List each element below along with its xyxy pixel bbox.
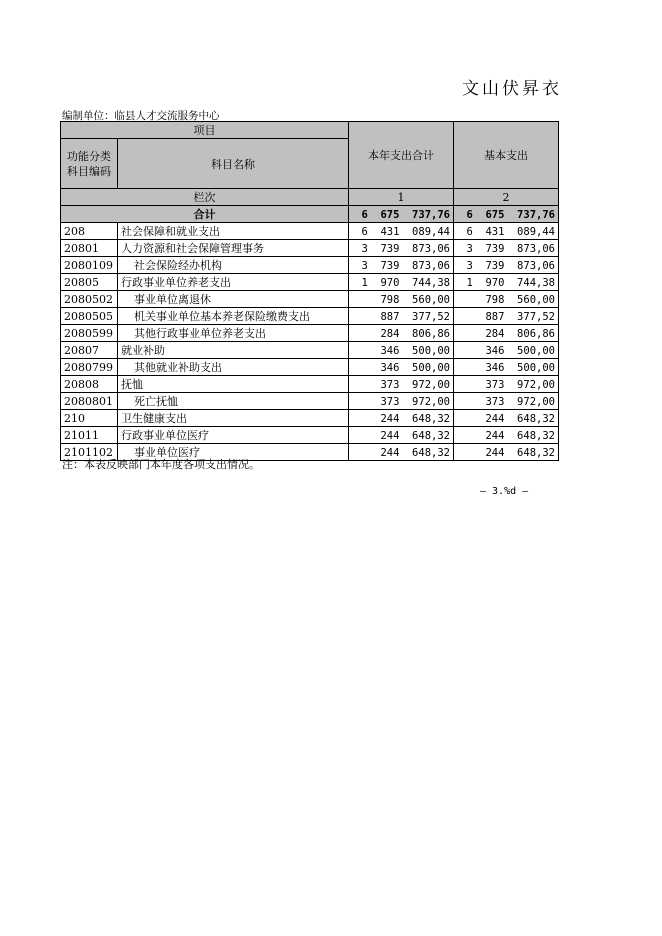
row-name: 机关事业单位基本养老保险缴费支出 [118,308,349,325]
row-basic-expense-value: 346 500,00 [485,361,555,374]
header-name: 科目名称 [118,139,349,189]
row-name: 社会保险经办机构 [118,257,349,274]
lanci-col2: 2 [454,189,559,206]
row-basic-expense-value: 244 648,32 [485,412,555,425]
row-total-expense [349,427,454,444]
row-code: 21011 [61,427,118,444]
row-name: 人力资源和社会保障管理事务 [118,240,349,257]
row-total-expense-value: 3 739 873,06 [361,242,450,255]
row-basic-expense [454,427,559,444]
row-total-expense-value: 1 970 744,38 [361,276,450,289]
row-total-expense-value: 284 806,86 [380,327,450,340]
lanci-label: 栏次 [61,189,349,206]
row-total-expense-value: 244 648,32 [380,429,450,442]
row-name: 抚恤 [118,376,349,393]
row-total-expense [349,376,454,393]
row-total-expense-value: 887 377,52 [380,310,450,323]
row-name: 其他行政事业单位养老支出 [118,325,349,342]
row-total-expense-value: 3 739 873,06 [361,259,450,272]
row-total-expense-value: 373 972,00 [380,378,450,391]
row-code: 2101102 [61,444,118,461]
row-code: 2080502 [61,291,118,308]
row-code: 2080801 [61,393,118,410]
total-col2-value: 6 675 737,76 [466,208,555,221]
table-row [61,410,559,427]
row-total-expense-value: 346 500,00 [380,361,450,374]
total-label: 合计 [61,206,349,223]
table-row [61,240,559,257]
row-total-expense [349,359,454,376]
row-basic-expense [454,274,559,291]
row-basic-expense-value: 373 972,00 [485,395,555,408]
page-number: — 3.%d — [480,486,529,497]
row-basic-expense [454,257,559,274]
row-name: 死亡抚恤 [118,393,349,410]
row-basic-expense [454,376,559,393]
row-code: 2080109 [61,257,118,274]
row-basic-expense-value: 373 972,00 [485,378,555,391]
row-basic-expense [454,325,559,342]
row-basic-expense [454,223,559,240]
table-row [61,342,559,359]
row-total-expense-value: 244 648,32 [380,412,450,425]
row-name: 行政事业单位医疗 [118,427,349,444]
row-basic-expense-value: 244 648,32 [485,446,555,459]
unit-label: 编制单位：临县人才交流服务中心 [62,110,220,122]
row-name: 卫生健康支出 [118,410,349,427]
row-total-expense [349,291,454,308]
table-row [61,223,559,240]
row-code: 2080799 [61,359,118,376]
row-total-expense-value: 798 560,00 [380,293,450,306]
row-basic-expense-value: 346 500,00 [485,344,555,357]
row-basic-expense [454,342,559,359]
row-code: 20808 [61,376,118,393]
row-code: 20805 [61,274,118,291]
row-code: 2080505 [61,308,118,325]
page-title: 文山伏昇衣 [462,79,562,99]
row-total-expense [349,410,454,427]
header-code [61,139,118,189]
row-basic-expense-value: 1 970 744,38 [466,276,555,289]
row-basic-expense-value: 887 377,52 [485,310,555,323]
table-row [61,359,559,376]
row-total-expense-value: 373 972,00 [380,395,450,408]
row-name: 社会保障和就业支出 [118,223,349,240]
table-row [61,257,559,274]
row-basic-expense [454,359,559,376]
table-row [61,308,559,325]
row-code: 208 [61,223,118,240]
table-row [61,376,559,393]
row-code: 2080599 [61,325,118,342]
row-basic-expense-value: 244 648,32 [485,429,555,442]
row-total-expense-value: 346 500,00 [380,344,450,357]
table-row [61,325,559,342]
header-code-line2: 科目编码 [67,164,111,178]
row-basic-expense [454,291,559,308]
row-total-expense [349,223,454,240]
row-total-expense [349,257,454,274]
row-total-expense [349,444,454,461]
row-name: 事业单位医疗 [118,444,349,461]
table-row [61,427,559,444]
row-basic-expense [454,410,559,427]
row-name: 就业补助 [118,342,349,359]
row-name: 事业单位离退休 [118,291,349,308]
expense-table [60,121,559,461]
row-total-expense [349,308,454,325]
total-col2 [454,206,559,223]
row-code: 210 [61,410,118,427]
table-row [61,274,559,291]
row-total-expense [349,342,454,359]
table-row [61,393,559,410]
row-basic-expense [454,393,559,410]
row-code: 20801 [61,240,118,257]
header-code-line1: 功能分类 [67,149,111,163]
total-col1 [349,206,454,223]
header-total-expense: 本年支出合计 [349,122,454,189]
header-project: 项目 [61,122,349,139]
row-total-expense [349,325,454,342]
row-basic-expense [454,444,559,461]
total-col1-value: 6 675 737,76 [361,208,450,221]
row-basic-expense-value: 6 431 089,44 [466,225,555,238]
table-body [61,223,559,461]
row-basic-expense-value: 798 560,00 [485,293,555,306]
row-basic-expense-value: 3 739 873,06 [466,242,555,255]
table-note: 注：本表反映部门本年度各项支出情况。 [62,458,260,471]
row-total-expense [349,393,454,410]
row-basic-expense-value: 284 806,86 [485,327,555,340]
row-total-expense-value: 244 648,32 [380,446,450,459]
row-basic-expense [454,308,559,325]
row-name: 行政事业单位养老支出 [118,274,349,291]
row-basic-expense-value: 3 739 873,06 [466,259,555,272]
row-name: 其他就业补助支出 [118,359,349,376]
row-total-expense [349,240,454,257]
row-code: 20807 [61,342,118,359]
lanci-col1: 1 [349,189,454,206]
table-row [61,291,559,308]
row-total-expense-value: 6 431 089,44 [361,225,450,238]
header-basic-expense: 基本支出 [454,122,559,189]
row-total-expense [349,274,454,291]
row-basic-expense [454,240,559,257]
